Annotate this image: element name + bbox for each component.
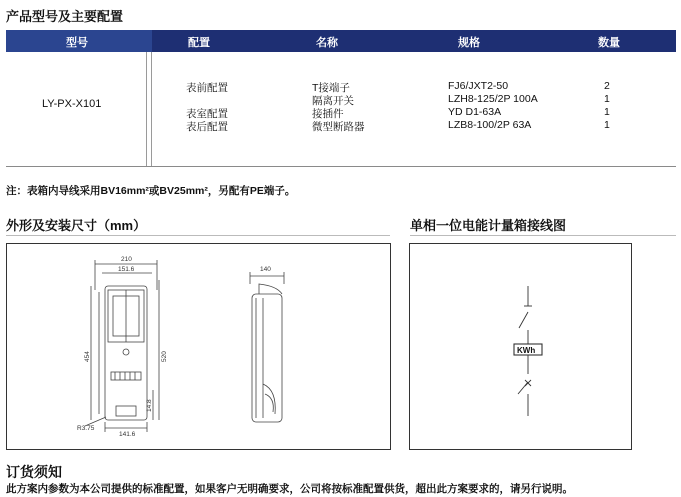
header-model: 型号 [66,37,88,49]
dim-label-210: 210 [121,256,132,263]
row-spec: LZB8-100/2P 63A [448,119,532,131]
row-qty: 2 [604,80,610,92]
header-config: 配置 [188,37,210,49]
dimensions-rule [6,235,390,236]
note-text: 注：表箱内导线采用BV16mm²或BV25mm²，另配有PE端子。 [6,185,296,197]
row-config: 表前配置 [186,82,228,94]
row-qty: 1 [604,106,610,118]
dimensions-title: 外形及安装尺寸（mm） [6,218,147,233]
dim-label-151: 151.6 [118,266,135,273]
row-name: 微型断路器 [312,121,365,133]
wiring-diagram [410,244,631,449]
table-header [6,30,676,52]
row-spec: YD D1-63A [448,106,502,118]
header-spec: 规格 [458,37,480,49]
table-bottom-rule [6,166,676,167]
row-qty: 1 [604,119,610,131]
dim-label-454: 454 [84,351,91,362]
header-name: 名称 [316,37,338,49]
dim-label-14: 14.8 [146,399,153,412]
dim-label-radius: R3.75 [77,425,95,432]
row-name: 隔离开关 [312,95,354,107]
wiring-diagram-panel [409,243,632,450]
wiring-title: 单相一位电能计量箱接线图 [410,218,567,233]
table-column-divider [146,52,147,166]
row-spec: FJ6/JXT2-50 [448,80,509,92]
row-name: 接插件 [312,108,344,120]
model-value: LY-PX-X101 [42,98,102,110]
table-column-divider [151,52,152,166]
dim-label-520: 520 [161,351,168,362]
section-title: 产品型号及主要配置 [6,9,124,24]
row-name: T接端子 [312,82,350,94]
meter-label: KWh [517,346,536,355]
wiring-rule [410,235,676,236]
row-qty: 1 [604,93,610,105]
dimension-drawing-panel [6,243,391,450]
row-config: 表后配置 [186,121,228,133]
dimension-drawing [7,244,390,449]
order-text: 此方案内参数为本公司提供的标准配置，如果客户无明确要求，公司将按标准配置供货，超出此方案要求的，请另行说明。 [6,483,573,495]
dim-label-140: 140 [260,266,271,273]
order-title: 订货须知 [6,464,62,480]
header-qty: 数量 [598,37,620,49]
row-config: 表室配置 [186,108,228,120]
row-spec: LZH8-125/2P 100A [448,93,538,105]
dim-label-141: 141.6 [119,431,136,438]
